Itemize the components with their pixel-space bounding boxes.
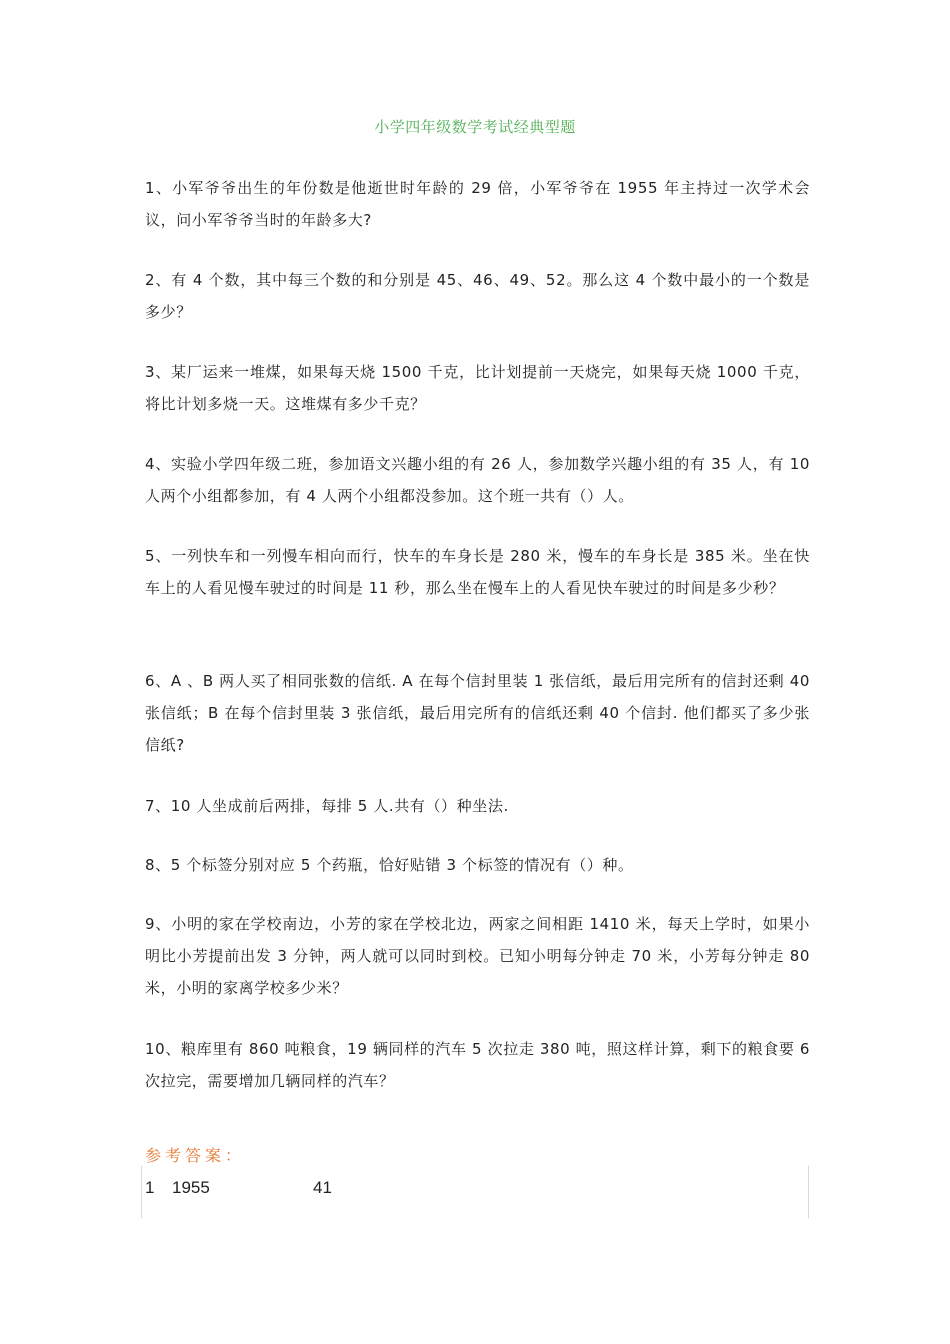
question-10: 10、粮库里有 860 吨粮食，19 辆同样的汽车 5 次拉走 380 吨，照这样计算，剩下的粮食要 6 次拉完，需要增加几辆同样的汽车？ <box>145 1040 810 1090</box>
answers-table <box>141 1166 809 1218</box>
question-7: 7、10 人坐成前后两排，每排 5 人.共有（）种坐法. <box>145 797 509 815</box>
page-title: 小学四年级数学考试经典型题 <box>374 118 576 136</box>
question-4: 4、实验小学四年级二班，参加语文兴趣小组的有 26 人，参加数学兴趣小组的有 35 人，有 10 人两个小组都参加，有 4 人两个小组都没参加。这个班一共有（）人。 <box>145 455 810 505</box>
answer-value-b: 41 <box>313 1178 332 1197</box>
answers-label: 参考答案： <box>145 1146 246 1165</box>
question-3: 3、某厂运来一堆煤，如果每天烧 1500 千克，比计划提前一天烧完，如果每天烧 1000 千克，将比计划多烧一天。这堆煤有多少千克？ <box>145 363 810 413</box>
question-6: 6、A 、B 两人买了相同张数的信纸. A 在每个信封里装 1 张信纸，最后用完所有的信封还剩 40 张信纸；B 在每个信封里装 3 张信纸，最后用完所有的信纸还剩 40 个信封. 他们都买了多少张信纸? <box>145 672 810 754</box>
question-9: 9、小明的家在学校南边，小芳的家在学校北边，两家之间相距 1410 米，每天上学时，如果小明比小芳提前出发 3 分钟，两人就可以同时到校。已知小明每分钟走 70 米，小芳每分钟走 80 米，小明的家离学校多少米？ <box>145 915 810 997</box>
question-1: 1、小军爷爷出生的年份数是他逝世时年龄的 29 倍，小军爷爷在 1955 年主持过一次学术会议，问小军爷爷当时的年龄多大? <box>145 179 810 229</box>
answer-index: 1 <box>145 1178 155 1197</box>
answer-value-a: 1955 <box>172 1178 210 1197</box>
question-2: 2、有 4 个数，其中每三个数的和分别是 45、46、49、52。那么这 4 个数中最小的一个数是多少？ <box>145 271 810 321</box>
question-5: 5、一列快车和一列慢车相向而行，快车的车身长是 280 米，慢车的车身长是 385 米。坐在快车上的人看见慢车驶过的时间是 11 秒，那么坐在慢车上的人看见快车驶过的时间是多少秒？ <box>145 547 810 597</box>
question-8: 8、5 个标签分别对应 5 个药瓶，恰好贴错 3 个标签的情况有（）种。 <box>145 856 634 874</box>
